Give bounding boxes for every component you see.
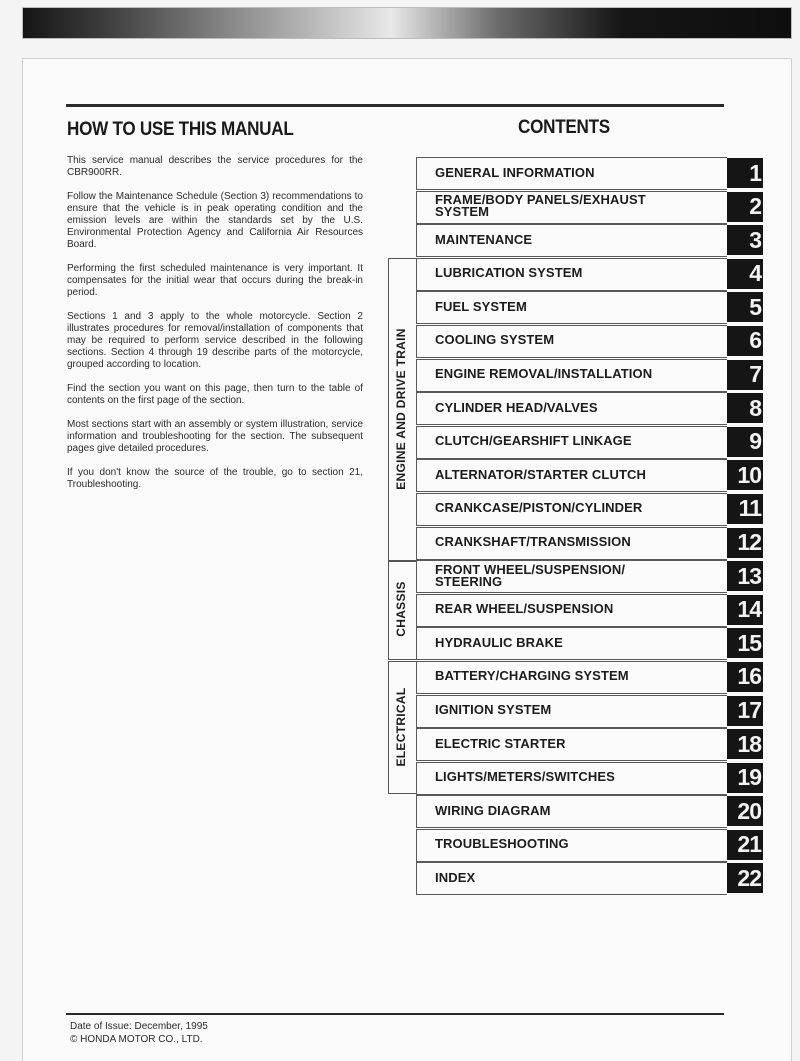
section-label: ENGINE REMOVAL/INSTALLATION bbox=[435, 366, 653, 382]
section-number: 12 bbox=[727, 528, 763, 558]
section-entry[interactable] bbox=[416, 291, 764, 325]
section-label: LIGHTS/METERS/SWITCHES bbox=[435, 769, 615, 785]
section-entry[interactable] bbox=[416, 661, 764, 695]
top-banner bbox=[22, 7, 792, 39]
section-label: CRANKCASE/PISTON/CYLINDER bbox=[435, 500, 643, 516]
section-label: MAINTENANCE bbox=[435, 231, 533, 247]
section-number: 20 bbox=[727, 796, 763, 826]
section-number: 9 bbox=[727, 427, 763, 457]
section-label: CYLINDER HEAD/VALVES bbox=[435, 399, 598, 415]
paragraph: If you don't know the source of the trouble, go to section 21, Troubleshooting. bbox=[67, 467, 363, 490]
section-label: ALTERNATOR/STARTER CLUTCH bbox=[435, 466, 646, 482]
footer bbox=[70, 1020, 208, 1046]
section-entry[interactable] bbox=[416, 359, 764, 393]
section-label: ELECTRIC STARTER bbox=[435, 735, 566, 751]
paragraph: Find the section you want on this page, then turn to the table of contents on the first page of the section. bbox=[67, 383, 363, 406]
section-number: 8 bbox=[727, 393, 763, 423]
section-number: 21 bbox=[727, 830, 763, 860]
paragraph: Performing the first scheduled maintenance is very important. It compensates for the initial wear that occurs during the break-in period. bbox=[67, 263, 363, 298]
section-number: 15 bbox=[727, 628, 763, 658]
contents-list bbox=[416, 157, 764, 896]
section-label: HYDRAULIC BRAKE bbox=[435, 634, 563, 650]
section-entry[interactable] bbox=[416, 426, 764, 460]
chassis-group-label: CHASSIS bbox=[394, 581, 408, 637]
section-entry[interactable] bbox=[416, 258, 764, 292]
section-number: 5 bbox=[727, 292, 763, 322]
section-entry[interactable] bbox=[416, 459, 764, 493]
issue-date: Date of Issue: December, 1995 bbox=[70, 1021, 208, 1032]
manual-title: HOW TO USE THIS MANUAL bbox=[67, 119, 294, 140]
section-entry[interactable] bbox=[416, 224, 764, 258]
top-rule bbox=[66, 104, 724, 107]
section-entry[interactable] bbox=[416, 728, 764, 762]
section-label: CLUTCH/GEARSHIFT LINKAGE bbox=[435, 433, 632, 449]
section-label: INDEX bbox=[435, 869, 476, 885]
section-label: WIRING DIAGRAM bbox=[435, 802, 551, 818]
section-number: 19 bbox=[727, 763, 763, 793]
section-number: 6 bbox=[727, 326, 763, 356]
section-label: FUEL SYSTEM bbox=[435, 298, 527, 314]
electrical-group-label: ELECTRICAL bbox=[394, 687, 408, 767]
engine-group-label: ENGINE AND DRIVE TRAIN bbox=[394, 328, 408, 490]
section-number: 13 bbox=[727, 561, 763, 591]
section-number: 11 bbox=[727, 494, 763, 524]
section-entry[interactable] bbox=[416, 157, 764, 191]
paragraph: This service manual describes the service procedures for the CBR900RR. bbox=[67, 155, 363, 178]
section-label: COOLING SYSTEM bbox=[435, 332, 555, 348]
section-label: LUBRICATION SYSTEM bbox=[435, 265, 583, 281]
section-number: 17 bbox=[727, 696, 763, 726]
section-number: 16 bbox=[727, 662, 763, 692]
section-label: FRAME/BODY PANELS/EXHAUST SYSTEM bbox=[435, 192, 646, 220]
section-number: 3 bbox=[727, 225, 763, 255]
section-label: GENERAL INFORMATION bbox=[435, 164, 595, 180]
section-label: FRONT WHEEL/SUSPENSION/ STEERING bbox=[435, 561, 626, 589]
section-entry[interactable] bbox=[416, 695, 764, 729]
section-entry[interactable] bbox=[416, 191, 764, 225]
section-label: CRANKSHAFT/TRANSMISSION bbox=[435, 534, 631, 550]
section-label: TROUBLESHOOTING bbox=[435, 836, 569, 852]
section-number: 22 bbox=[727, 863, 763, 893]
section-entry[interactable] bbox=[416, 493, 764, 527]
section-entry[interactable] bbox=[416, 862, 764, 896]
section-entry[interactable] bbox=[416, 392, 764, 426]
section-number: 1 bbox=[727, 158, 763, 188]
section-number: 4 bbox=[727, 259, 763, 289]
section-label: BATTERY/CHARGING SYSTEM bbox=[435, 668, 629, 684]
paragraph: Sections 1 and 3 apply to the whole motorcycle. Section 2 illustrates procedures for removal/installation of components that may be required to perform service described in the following sections. Section 4 through 19 describe parts of the motorcycle, grouped according to location. bbox=[67, 311, 363, 370]
section-entry[interactable] bbox=[416, 594, 764, 628]
section-entry[interactable] bbox=[416, 627, 764, 661]
section-entry[interactable] bbox=[416, 527, 764, 561]
section-number: 7 bbox=[727, 360, 763, 390]
section-entry[interactable] bbox=[416, 762, 764, 796]
section-entry[interactable] bbox=[416, 560, 764, 594]
contents-title: CONTENTS bbox=[518, 117, 610, 138]
section-number: 14 bbox=[727, 595, 763, 625]
bottom-rule bbox=[66, 1013, 724, 1015]
intro-text bbox=[67, 155, 363, 503]
section-entry[interactable] bbox=[416, 795, 764, 829]
section-label: REAR WHEEL/SUSPENSION bbox=[435, 601, 614, 617]
paragraph: Follow the Maintenance Schedule (Section 3) recommendations to ensure that the vehicle is in peak operating condition and the emission levels are within the standards set by the U.S. Environmental Protection Agency and California Air Resources Board. bbox=[67, 191, 363, 250]
section-number: 18 bbox=[727, 729, 763, 759]
section-entry[interactable] bbox=[416, 325, 764, 359]
copyright: © HONDA MOTOR CO., LTD. bbox=[70, 1034, 203, 1045]
section-number: 10 bbox=[727, 460, 763, 490]
section-entry[interactable] bbox=[416, 829, 764, 863]
paragraph: Most sections start with an assembly or system illustration, service information and troubleshooting for the section. The subsequent pages give detailed procedures. bbox=[67, 419, 363, 454]
section-number: 2 bbox=[727, 192, 763, 222]
section-label: IGNITION SYSTEM bbox=[435, 702, 552, 717]
